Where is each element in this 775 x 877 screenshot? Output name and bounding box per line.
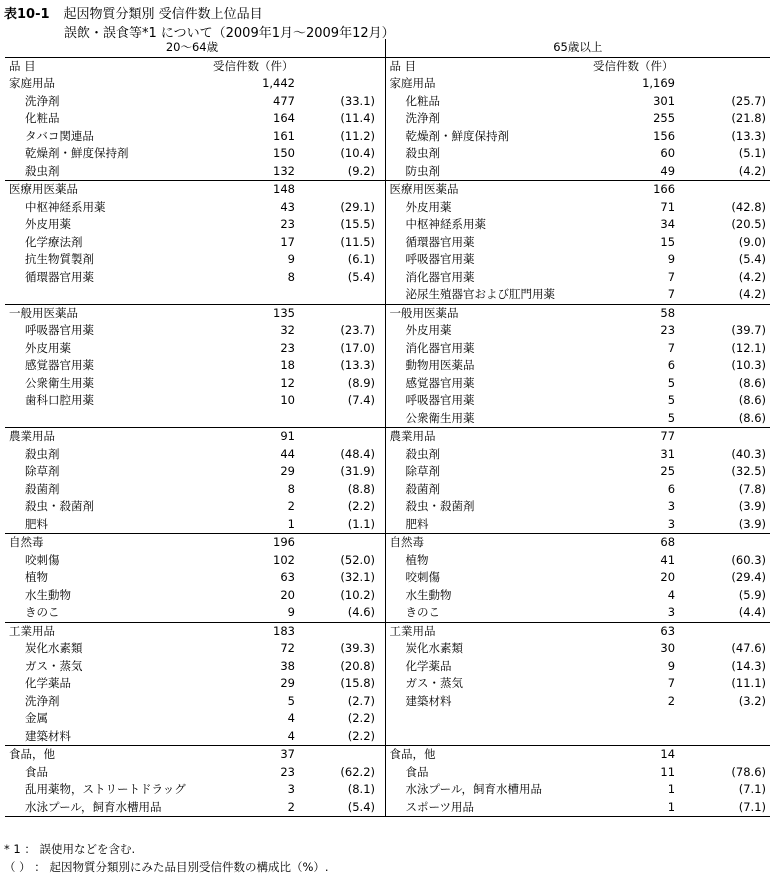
- item-count: 8: [287, 481, 295, 496]
- table-row: [5, 481, 770, 499]
- table-row: [5, 799, 770, 817]
- item-name: 水生動物: [25, 587, 71, 602]
- item-count: 1: [585, 799, 675, 817]
- item-name: 消化器官用薬: [385, 269, 585, 287]
- item-count: 71: [660, 199, 676, 214]
- item-percent: (62.2): [340, 764, 376, 779]
- column-header-count: 受信件数（件）: [213, 58, 294, 73]
- item-count: 34: [660, 217, 676, 231]
- item-percent: (3.9): [738, 516, 767, 531]
- category-count: 58: [585, 304, 675, 322]
- item-count: 5: [287, 693, 295, 708]
- item-count: 31: [660, 446, 676, 461]
- item-name: 殺虫・殺菌剤: [385, 498, 585, 516]
- item-name: 歯科口腔用薬: [25, 393, 94, 407]
- item-percent: (7.1): [675, 799, 770, 817]
- table-row: [5, 251, 770, 269]
- group-label-age-20-64: 20～64歳: [5, 39, 379, 57]
- item-name: 水泳プール，飼育水槽用品: [5, 799, 205, 817]
- table-row: [5, 604, 770, 622]
- footnotes: [4, 840, 329, 876]
- table-row: [5, 764, 770, 782]
- item-name: 食品: [385, 764, 585, 782]
- category-count: 196: [205, 534, 295, 552]
- item-percent: (21.8): [731, 111, 767, 125]
- item-percent: (52.0): [340, 552, 376, 567]
- item-count: 9: [287, 605, 295, 619]
- item-count: 11: [660, 764, 676, 779]
- item-percent: (12.1): [731, 340, 767, 355]
- item-count: 38: [280, 658, 295, 673]
- item-percent: (31.9): [340, 464, 376, 478]
- item-count: 29: [280, 676, 295, 690]
- item-percent: (5.4): [347, 269, 376, 284]
- item-percent: (29.1): [340, 199, 376, 214]
- item-percent: (4.2): [738, 287, 767, 301]
- table-row: [5, 145, 770, 163]
- item-name: 消化器官用薬: [385, 340, 585, 358]
- item-name: 殺菌剤: [385, 481, 585, 499]
- item-count: 4: [287, 711, 295, 725]
- item-count: 32: [280, 323, 295, 337]
- item-count: 7: [667, 287, 676, 301]
- table-row: [5, 410, 770, 428]
- item-name: 肥料: [385, 516, 585, 534]
- category-name: 医療用医薬品: [5, 181, 205, 199]
- table-row: [5, 675, 770, 693]
- item-count: 72: [280, 641, 295, 655]
- item-name: きのこ: [25, 605, 60, 619]
- item-percent: (10.3): [731, 358, 767, 372]
- item-count: 49: [660, 163, 676, 178]
- category-count: 68: [585, 534, 675, 552]
- table-row: [5, 304, 770, 322]
- item-count: 23: [660, 323, 676, 337]
- item-name: 感覚器官用薬: [25, 358, 94, 372]
- item-count: 2: [205, 799, 295, 817]
- category-count: 148: [205, 181, 295, 199]
- item-name: 化学薬品: [25, 676, 71, 690]
- item-percent: (17.0): [340, 340, 376, 355]
- item-count: 23: [280, 764, 295, 779]
- table-row: [5, 181, 770, 199]
- table-row: [5, 552, 770, 570]
- table-row: [5, 199, 770, 217]
- table-row: [5, 658, 770, 676]
- item-name: 呼吸器官用薬: [385, 392, 585, 410]
- item-name: 感覚器官用薬: [385, 375, 585, 393]
- item-count: 9: [667, 252, 676, 266]
- item-count: 43: [280, 199, 295, 214]
- table-row: [5, 622, 770, 640]
- item-name: スポーツ用品: [385, 799, 585, 817]
- item-count: 161: [273, 128, 295, 143]
- item-count: 41: [660, 552, 676, 567]
- category-count: 183: [205, 622, 295, 640]
- table-row: [5, 110, 770, 128]
- item-count: 3: [667, 499, 676, 513]
- item-count: 4: [667, 587, 676, 602]
- item-percent: (47.6): [731, 641, 767, 655]
- item-count: 10: [280, 393, 295, 407]
- item-count: 150: [273, 146, 295, 160]
- category-count: 135: [205, 304, 295, 322]
- table-row: [5, 392, 770, 410]
- item-count: 5: [667, 410, 676, 425]
- item-percent: (8.8): [347, 481, 376, 496]
- column-header-item: 品 目: [9, 58, 36, 73]
- item-percent: (8.6): [738, 410, 767, 425]
- footnote: （ ） ： 起因物質分類別にみた品目別受信件数の構成比（%）.: [4, 860, 329, 874]
- item-percent: (78.6): [731, 764, 767, 779]
- table-row: [5, 781, 770, 799]
- item-percent: (10.4): [340, 146, 376, 160]
- category-count: 63: [585, 622, 675, 640]
- item-percent: (5.4): [295, 799, 379, 817]
- item-name: 中枢神経系用薬: [25, 199, 106, 214]
- item-percent: (14.3): [731, 658, 767, 673]
- category-name: 農業用品: [5, 428, 205, 446]
- category-count: 1,442: [262, 76, 295, 90]
- item-name: 炭化水素類: [25, 641, 83, 655]
- category-name: 家庭用品: [385, 75, 585, 93]
- item-count: 12: [280, 375, 295, 390]
- item-percent: (11.1): [731, 676, 767, 690]
- item-name: 乱用薬物，ストリートドラッグ: [25, 782, 186, 796]
- item-percent: (42.8): [731, 199, 767, 214]
- item-percent: (8.6): [738, 375, 767, 390]
- item-count: 5: [667, 393, 676, 407]
- item-count: 7: [667, 340, 676, 355]
- item-name: 除草剤: [25, 464, 60, 478]
- item-percent: (5.1): [738, 146, 767, 160]
- category-name: 農業用品: [385, 428, 585, 446]
- item-percent: (23.7): [340, 323, 376, 337]
- item-percent: (8.6): [738, 393, 767, 407]
- column-header-count: 受信件数（件）: [593, 58, 674, 73]
- item-name: 殺虫剤: [385, 145, 585, 163]
- item-name: 殺虫剤: [25, 446, 60, 461]
- item-count: 4: [287, 728, 295, 743]
- table-row: [5, 498, 770, 516]
- table-row: [5, 322, 770, 340]
- item-name: 外皮用薬: [385, 322, 585, 340]
- table-row: [5, 516, 770, 534]
- table-main-title: 起因物質分類別 受信件数上位品目: [63, 7, 263, 22]
- item-name: 動物用医薬品: [385, 357, 585, 375]
- item-count: 7: [667, 676, 676, 690]
- category-name: 食品，他: [385, 746, 585, 764]
- item-percent: (4.2): [738, 269, 767, 284]
- item-count: 3: [667, 605, 676, 619]
- item-name: 泌尿生殖器官および肛門用薬: [385, 286, 585, 304]
- item-percent: (5.9): [738, 587, 767, 602]
- item-percent: (4.4): [738, 605, 767, 619]
- table-row: [5, 286, 770, 304]
- category-count: 37: [205, 746, 295, 764]
- item-name: 中枢神経系用薬: [385, 216, 585, 234]
- item-percent: (1.1): [347, 516, 376, 531]
- group-label-age-65-plus: 65歳以上: [385, 39, 770, 57]
- item-percent: (3.9): [738, 499, 767, 513]
- item-percent: (39.3): [340, 641, 376, 655]
- item-name: ガス・蒸気: [25, 658, 83, 673]
- item-name: 洗浄剤: [25, 93, 60, 108]
- table-row: [5, 710, 770, 728]
- category-count: 1,169: [642, 76, 676, 90]
- item-percent: (9.0): [738, 234, 767, 249]
- item-name: 金属: [25, 711, 48, 725]
- item-count: 5: [667, 375, 676, 390]
- table-row: [5, 446, 770, 464]
- item-percent: (11.5): [340, 234, 376, 249]
- category-count: 91: [205, 428, 295, 446]
- item-percent: (2.2): [347, 499, 376, 513]
- category-count: 166: [585, 181, 675, 199]
- item-count: 132: [273, 163, 295, 178]
- item-name: 化粧品: [385, 93, 585, 111]
- item-name: 化粧品: [25, 111, 60, 125]
- item-count: 17: [280, 234, 295, 249]
- group-header-row: [5, 39, 770, 57]
- item-name: 乾燥剤・鮮度保持剤: [25, 146, 129, 160]
- table-row: [5, 234, 770, 252]
- item-name: 食品: [25, 764, 48, 779]
- item-count: 477: [273, 93, 295, 108]
- item-count: 23: [280, 217, 295, 231]
- item-name: 殺虫剤: [25, 163, 60, 178]
- item-count: 1: [667, 782, 676, 796]
- item-name: 肥料: [25, 516, 48, 531]
- item-count: 9: [667, 658, 676, 673]
- item-name: 防虫剤: [385, 163, 585, 181]
- item-count: 255: [653, 111, 676, 125]
- table-row: [5, 746, 770, 764]
- item-name: 咬刺傷: [385, 569, 585, 587]
- item-count: 25: [660, 464, 676, 478]
- column-header-row: [5, 57, 770, 75]
- item-name: 殺虫・殺菌剤: [25, 499, 94, 513]
- item-count: 30: [660, 641, 676, 655]
- item-percent: (9.2): [347, 163, 376, 178]
- item-count: 20: [660, 570, 676, 584]
- item-percent: (39.7): [731, 323, 767, 337]
- item-percent: (4.6): [347, 605, 376, 619]
- table-row: [5, 93, 770, 111]
- category-name: 自然毒: [5, 534, 205, 552]
- item-percent: (6.1): [347, 252, 376, 266]
- item-percent: (32.5): [731, 464, 767, 478]
- table-row: [5, 75, 770, 93]
- item-name: 水泳プール，飼育水槽用品: [385, 781, 585, 799]
- item-percent: (2.2): [347, 728, 376, 743]
- item-percent: (20.5): [731, 217, 767, 231]
- category-name: 一般用医薬品: [5, 304, 205, 322]
- table-row: [5, 728, 770, 746]
- table-row: [5, 269, 770, 287]
- item-name: 公衆衛生用薬: [385, 410, 585, 428]
- item-name: 洗浄剤: [385, 110, 585, 128]
- item-percent: (3.2): [738, 693, 767, 708]
- category-name: 自然毒: [385, 534, 585, 552]
- item-percent: (2.2): [347, 711, 376, 725]
- item-name: ガス・蒸気: [385, 675, 585, 693]
- table-row: [5, 463, 770, 481]
- item-percent: (10.2): [340, 587, 376, 602]
- item-percent: (13.3): [340, 358, 376, 372]
- item-name: 外皮用薬: [25, 217, 71, 231]
- item-name: 外皮用薬: [385, 199, 585, 217]
- item-count: 60: [660, 146, 676, 160]
- item-count: 63: [280, 570, 295, 584]
- item-percent: (40.3): [731, 446, 767, 461]
- item-percent: (48.4): [340, 446, 376, 461]
- item-name: 咬刺傷: [25, 552, 60, 567]
- table-row: [5, 569, 770, 587]
- item-name: 循環器官用薬: [385, 234, 585, 252]
- item-percent: (5.4): [738, 252, 767, 266]
- item-percent: (13.3): [731, 128, 767, 143]
- item-count: 301: [653, 93, 676, 108]
- table-row: [5, 216, 770, 234]
- item-count: 20: [280, 587, 295, 602]
- item-name: 建築材料: [25, 728, 71, 743]
- table-subtitle: 誤飲・誤食等*1 について（2009年1月～2009年12月）: [64, 26, 395, 41]
- category-name: 医療用医薬品: [385, 181, 585, 199]
- item-name: 公衆衛生用薬: [25, 375, 94, 390]
- category-name: 一般用医薬品: [385, 304, 585, 322]
- item-count: 18: [280, 358, 295, 372]
- table-row: [5, 428, 770, 446]
- item-name: 循環器官用薬: [25, 269, 94, 284]
- item-name: 外皮用薬: [25, 340, 71, 355]
- item-name: きのこ: [385, 604, 585, 622]
- item-count: 1: [287, 516, 295, 531]
- item-count: 164: [273, 111, 295, 125]
- item-percent: (15.5): [340, 217, 376, 231]
- category-count: 14: [585, 746, 675, 764]
- item-name: 化学薬品: [385, 658, 585, 676]
- item-count: 3: [287, 782, 295, 796]
- item-percent: (15.8): [340, 676, 376, 690]
- item-count: 3: [667, 516, 676, 531]
- item-count: 156: [653, 128, 676, 143]
- item-name: 炭化水素類: [385, 640, 585, 658]
- item-count: 2: [287, 499, 295, 513]
- item-count: 9: [287, 252, 295, 266]
- category-count: 77: [585, 428, 675, 446]
- item-percent: (8.1): [347, 782, 376, 796]
- item-percent: (8.9): [347, 375, 376, 390]
- table-title: [4, 3, 263, 22]
- item-count: 102: [273, 552, 295, 567]
- item-percent: (29.4): [731, 570, 767, 584]
- item-name: 植物: [25, 570, 48, 584]
- item-percent: (20.8): [340, 658, 376, 673]
- table-row: [5, 128, 770, 146]
- item-name: 建築材料: [385, 693, 585, 711]
- item-name: 水生動物: [385, 587, 585, 605]
- item-count: 29: [280, 464, 295, 478]
- item-count: 6: [667, 358, 676, 372]
- item-name: 洗浄剤: [25, 693, 60, 708]
- item-percent: (7.8): [738, 481, 767, 496]
- table-row: [5, 357, 770, 375]
- column-header-item: 品 目: [385, 57, 585, 75]
- item-name: 植物: [385, 552, 585, 570]
- table-row: [5, 587, 770, 605]
- footnote: * 1 ： 誤使用などを含む.: [4, 842, 136, 856]
- item-percent: (32.1): [340, 570, 376, 584]
- item-name: 殺菌剤: [25, 481, 60, 496]
- item-percent: (11.4): [340, 111, 376, 125]
- category-name: 工業用品: [385, 622, 585, 640]
- table-row: [5, 640, 770, 658]
- table-row: [5, 534, 770, 552]
- table-row: [5, 693, 770, 711]
- item-count: 44: [280, 446, 295, 461]
- item-percent: (7.1): [738, 782, 767, 796]
- table-row: [5, 163, 770, 181]
- item-percent: (4.2): [738, 163, 767, 178]
- table-row: [5, 340, 770, 358]
- item-percent: (11.2): [340, 128, 376, 143]
- item-percent: (7.4): [347, 393, 376, 407]
- item-count: 23: [280, 340, 295, 355]
- category-name: 工業用品: [5, 622, 205, 640]
- item-count: 7: [667, 269, 676, 284]
- item-name: 化学療法剤: [25, 234, 83, 249]
- item-percent: (2.7): [347, 693, 376, 708]
- item-name: 殺虫剤: [385, 446, 585, 464]
- item-name: 呼吸器官用薬: [385, 251, 585, 269]
- data-table: [5, 39, 770, 817]
- item-count: 15: [660, 234, 676, 249]
- item-name: 抗生物質製剤: [25, 252, 94, 266]
- item-name: 乾燥剤・鮮度保持剤: [385, 128, 585, 146]
- category-name: 家庭用品: [9, 76, 55, 90]
- item-percent: (33.1): [340, 93, 376, 108]
- item-name: タバコ関連品: [25, 128, 94, 143]
- item-percent: (60.3): [731, 552, 767, 567]
- item-name: 除草剤: [385, 463, 585, 481]
- table-row: [5, 375, 770, 393]
- item-count: 6: [667, 481, 676, 496]
- item-count: 2: [667, 693, 676, 708]
- item-name: 呼吸器官用薬: [25, 323, 94, 337]
- category-name: 食品，他: [5, 746, 205, 764]
- item-percent: (25.7): [731, 93, 767, 108]
- table-id: 表10-1: [4, 7, 50, 22]
- item-count: 8: [287, 269, 295, 284]
